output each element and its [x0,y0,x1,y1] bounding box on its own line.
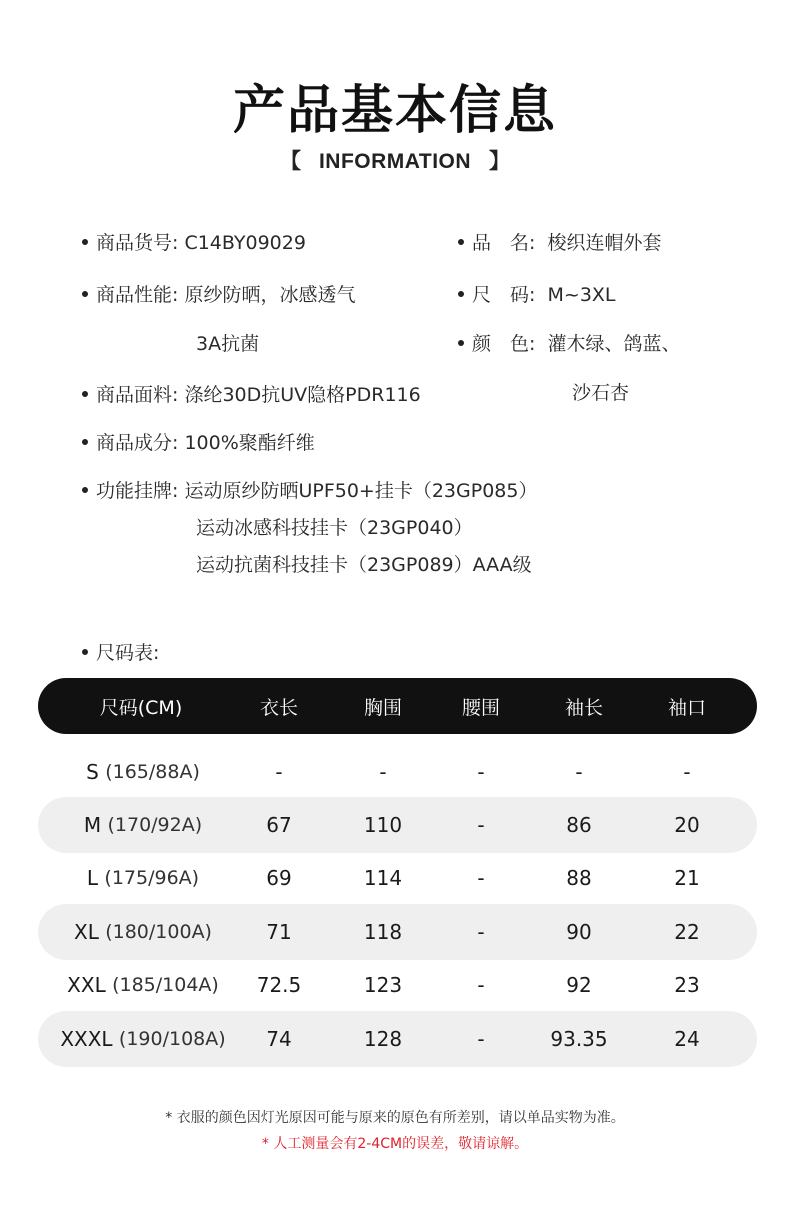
info-value: 涤纶30D抗UV隐格PDR116 [184,384,421,406]
table-row [38,904,757,960]
table-row [38,850,757,906]
cell-length: 69 [266,866,292,890]
info-performance-line2: 3A抗菌 [196,333,260,355]
cell-waist: - [477,920,485,944]
measurement-disclaimer: * 人工测量会有2-4CM的误差，敬请谅解。 [261,1136,529,1152]
bullet-icon [82,439,88,445]
bullet-icon [458,239,464,245]
cell-size [67,957,219,1013]
table-row [38,957,757,1013]
cell-cuff: 23 [674,973,700,997]
info-value: C14BY09029 [184,232,306,254]
size-spec: (165/88A) [105,761,200,783]
cell-chest: 110 [363,813,403,837]
info-value: M~3XL [547,284,616,306]
size-table-label: 尺码表: [96,642,160,664]
info-label: 尺 码: [472,284,536,306]
col-header-sleeve: 袖长 [564,696,604,719]
cell-length: - [275,760,283,784]
size-label: S [86,760,99,784]
size-spec: (190/108A) [118,1028,226,1050]
cell-sleeve: 92 [566,973,592,997]
size-label: XL [74,920,99,944]
bullet-icon [82,487,88,493]
cell-sleeve: 86 [566,813,592,837]
cell-cuff: - [683,760,691,784]
info-value: 运动原纱防晒UPF50+挂卡（23GP085） [184,480,538,502]
page-title: 产品基本信息 [232,81,557,141]
info-tags-line2: 运动冰感科技挂卡（23GP040） [196,517,473,539]
info-value: 梭织连帽外套 [547,232,662,254]
size-spec: (185/104A) [112,974,219,996]
cell-chest: 128 [363,1027,403,1051]
cell-size [74,904,212,960]
info-label: 功能挂牌: [96,480,179,502]
cell-cuff: 22 [674,920,700,944]
info-fabric [82,380,421,407]
info-tags [82,476,537,503]
cell-waist: - [477,1027,485,1051]
cell-length: 74 [266,1027,292,1051]
cell-chest: 123 [363,973,403,997]
col-header-waist: 腰围 [461,696,501,719]
cell-chest: 118 [363,920,403,944]
size-table-title [82,638,159,665]
table-row [38,1011,757,1067]
bracket-right: 】 [489,150,511,173]
cell-cuff: 20 [674,813,700,837]
cell-waist: - [477,760,485,784]
page-subtitle [0,145,790,175]
info-color-line2: 沙石杏 [572,382,630,404]
info-size [458,280,616,307]
cell-sleeve: 90 [566,920,592,944]
color-disclaimer: * 衣服的颜色因灯光原因可能与原来的原色有所差别，请以单品实物为准。 [165,1110,625,1126]
col-header-size: 尺码(CM) [99,696,183,719]
cell-sleeve: 93.35 [550,1027,608,1051]
info-label: 商品性能: [96,284,179,306]
size-spec: (170/92A) [107,814,203,836]
cell-sleeve: - [575,760,583,784]
bullet-icon [82,649,88,655]
subtitle-word: INFORMATION [318,150,472,173]
info-value: 100%聚酯纤维 [184,432,315,454]
size-label: L [86,866,99,890]
col-header-chest: 胸围 [363,696,403,719]
size-table-header [38,678,757,734]
table-row [38,797,757,853]
info-label: 商品货号: [96,232,179,254]
size-spec: (175/96A) [104,867,200,889]
cell-length: 72.5 [256,973,302,997]
info-composition [82,428,315,455]
cell-waist: - [477,813,485,837]
info-value: 灌木绿、鸽蓝、 [547,333,681,355]
bullet-icon [458,291,464,297]
info-label: 品 名: [472,232,536,254]
cell-size [87,850,199,906]
info-label: 颜 色: [472,333,536,355]
size-label: XXL [67,973,106,997]
cell-waist: - [477,866,485,890]
info-item-no [82,228,306,255]
col-header-cuff: 袖口 [667,696,707,719]
col-header-length: 衣长 [259,696,299,719]
cell-size [84,797,202,853]
cell-cuff: 24 [674,1027,700,1051]
info-tags-line3: 运动抗菌科技挂卡（23GP089）AAA级 [196,554,532,576]
cell-sleeve: 88 [566,866,592,890]
cell-cuff: 21 [674,866,700,890]
info-name [458,228,662,255]
table-row [38,744,757,800]
cell-chest: - [379,760,387,784]
bullet-icon [82,291,88,297]
info-value: 原纱防晒，冰感透气 [184,284,356,306]
bullet-icon [82,391,88,397]
cell-size [86,744,200,800]
cell-waist: - [477,973,485,997]
cell-chest: 114 [363,866,403,890]
info-label: 商品成分: [96,432,179,454]
bracket-left: 【 [279,150,301,173]
cell-length: 67 [266,813,292,837]
cell-size [60,1011,225,1067]
cell-length: 71 [266,920,292,944]
info-color [458,329,681,356]
size-spec: (180/100A) [105,921,212,943]
info-performance [82,280,355,307]
bullet-icon [82,239,88,245]
size-label: M [83,813,102,837]
size-label: XXXL [60,1027,113,1051]
info-label: 商品面料: [96,384,179,406]
bullet-icon [458,340,464,346]
